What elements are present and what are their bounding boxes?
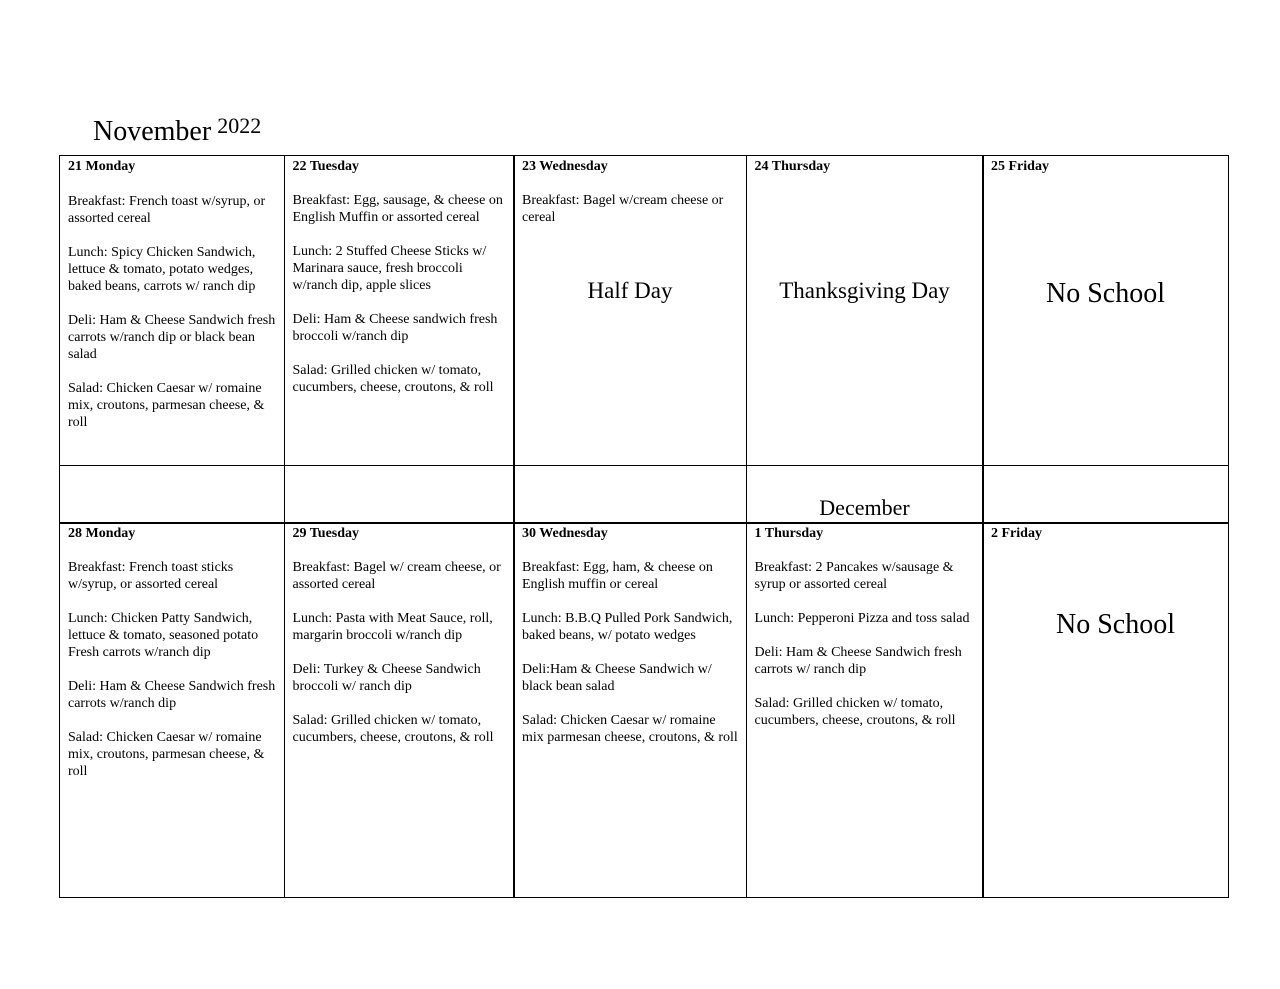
meal-list [522, 192, 740, 243]
half-day-note: Half Day [587, 278, 673, 303]
meal-item: Deli: Ham & Cheese sandwich fresh broccoli w/ranch dip [292, 312, 498, 344]
meal-item: Breakfast: Egg, sausage, & cheese on English Muffin or assorted cereal [292, 193, 503, 225]
meal-item: Salad: Grilled chicken w/ tomato, cucumbers, cheese, croutons, & roll [292, 363, 494, 395]
day-cell-nov-29 [284, 522, 515, 898]
spacer-cell [284, 465, 515, 524]
meal-item: Salad: Chicken Caesar w/ romaine mix, croutons, parmesan cheese, & roll [68, 381, 265, 430]
meal-item: Lunch: B.B.Q Pulled Pork Sandwich, baked beans, w/ potato wedges [522, 611, 733, 643]
meal-item: Breakfast: 2 Pancakes w/sausage & syrup or assorted cereal [754, 560, 954, 592]
meal-item: Salad: Chicken Caesar w/ romaine mix parmesan cheese, croutons, & roll [522, 713, 738, 745]
day-cell-nov-30 [513, 522, 747, 898]
meal-list [293, 559, 508, 763]
calendar-title [93, 113, 262, 147]
meal-item: Lunch: 2 Stuffed Cheese Sticks w/ Marinara sauce, fresh broccoli w/ranch dip, apple slices [292, 244, 487, 293]
day-header: 29 Tuesday [292, 526, 360, 541]
meal-item: Deli: Ham & Cheese Sandwich fresh carrots w/ranch dip or black bean salad [68, 313, 276, 362]
day-header: 2 Friday [991, 526, 1042, 541]
meal-item: Breakfast: Bagel w/ cream cheese, or assorted cereal [292, 560, 501, 592]
meal-item: Salad: Chicken Caesar w/ romaine mix, croutons, parmesan cheese, & roll [68, 730, 265, 779]
meal-item: Salad: Grilled chicken w/ tomato, cucumbers, cheese, croutons, & roll [754, 696, 956, 728]
spacer-cell [982, 465, 1229, 524]
december-label: December [819, 494, 910, 520]
meal-item: Lunch: Pepperoni Pizza and toss salad [754, 611, 970, 626]
day-header: 24 Thursday [754, 159, 831, 174]
day-cell-nov-21 [59, 155, 285, 466]
day-cell-nov-25 [982, 155, 1229, 466]
meal-item: Breakfast: Egg, ham, & cheese on English muffin or cereal [522, 560, 713, 592]
holiday-note: Thanksgiving Day [779, 278, 950, 303]
day-header: 22 Tuesday [292, 159, 360, 174]
meal-item: Breakfast: French toast w/syrup, or assorted cereal [68, 194, 266, 226]
spacer-cell [59, 465, 285, 524]
day-header: 1 Thursday [754, 526, 824, 541]
meal-item: Salad: Grilled chicken w/ tomato, cucumbers, cheese, croutons, & roll [292, 713, 494, 745]
day-cell-nov-24 [746, 155, 984, 466]
spacer-cell [513, 465, 747, 524]
meal-list [293, 192, 508, 413]
meal-item: Breakfast: Bagel w/cream cheese or cereal [522, 193, 724, 225]
meal-list [68, 559, 278, 797]
meal-item: Breakfast: French toast sticks w/syrup, or assorted cereal [68, 560, 234, 592]
day-header: 23 Wednesday [522, 159, 608, 174]
meal-item: Lunch: Spicy Chicken Sandwich, lettuce & tomato, potato wedges, baked beans, carrots w/ ranch dip [68, 245, 256, 294]
day-cell-dec-1 [746, 522, 984, 898]
day-header: 25 Friday [991, 159, 1049, 174]
day-header: 28 Monday [68, 526, 136, 541]
day-cell-nov-28 [59, 522, 285, 898]
meal-list [755, 559, 977, 746]
menu-calendar [59, 155, 1229, 898]
meal-list [68, 193, 278, 448]
meal-list [522, 559, 740, 763]
month-label: November [93, 116, 212, 147]
day-header: 30 Wednesday [522, 526, 608, 541]
meal-item: Deli: Turkey & Cheese Sandwich broccoli w/ ranch dip [292, 662, 481, 694]
meal-item: Deli: Ham & Cheese Sandwich fresh carrots w/ ranch dip [754, 645, 962, 677]
day-cell-nov-23 [513, 155, 747, 466]
day-header: 21 Monday [68, 159, 136, 174]
day-cell-nov-22 [284, 155, 515, 466]
meal-item: Deli:Ham & Cheese Sandwich w/ black bean salad [522, 662, 712, 694]
no-school-note: No School [1046, 278, 1165, 309]
day-cell-dec-2 [982, 522, 1229, 898]
meal-item: Lunch: Pasta with Meat Sauce, roll, margarin broccoli w/ranch dip [292, 611, 493, 643]
spacer-cell [746, 465, 984, 524]
year-label: 2022 [217, 113, 262, 138]
meal-item: Deli: Ham & Cheese Sandwich fresh carrots w/ranch dip [68, 679, 276, 711]
no-school-note: No School [1056, 609, 1175, 640]
meal-item: Lunch: Chicken Patty Sandwich, lettuce & tomato, seasoned potato Fresh carrots w/ranch dip [68, 611, 259, 660]
